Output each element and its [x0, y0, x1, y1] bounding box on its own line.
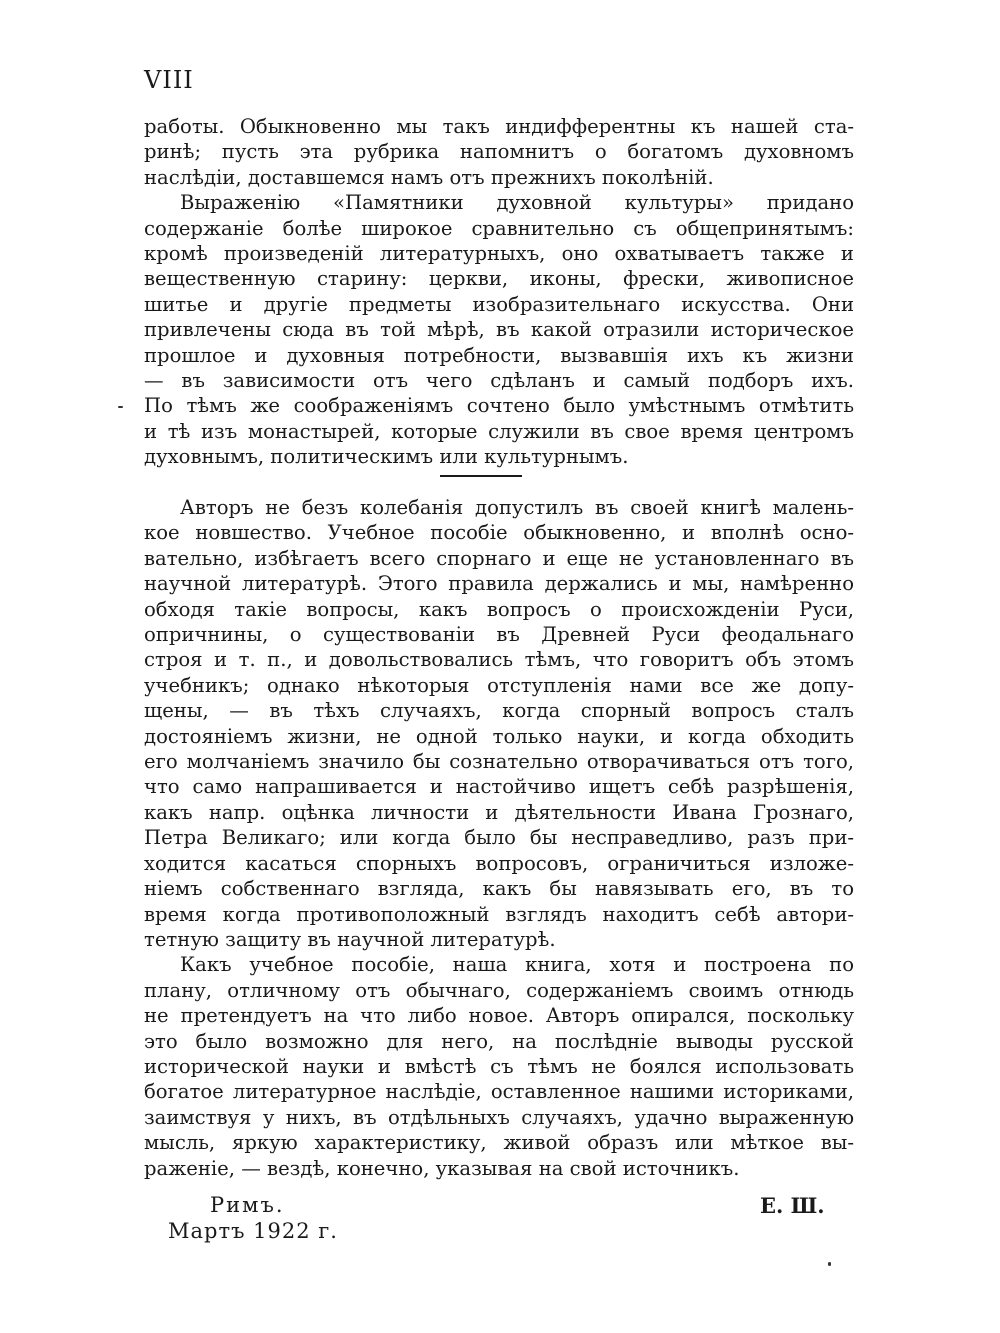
text-line: что само напрашивается и настойчиво ищетъ себѣ разрѣшенія, [144, 775, 854, 799]
text-line: вещественную старину: церкви, иконы, фрески, живописное [144, 267, 854, 291]
text-line: кое новшество. Учебное пособіе обыкновенно, и вполнѣ осно- [144, 521, 854, 545]
text-line: Выраженію «Памятники духовной культуры» придано [180, 191, 854, 215]
text-line: богатое литературное наслѣдіе, оставленное нашими историками, [144, 1080, 854, 1104]
signature-date: Мартъ 1922 г. [168, 1219, 338, 1243]
text-line: опричнины, о существованіи въ Древней Руси феодальнаго [144, 623, 854, 647]
text-line: духовнымъ, политическимъ или культурнымъ. [144, 445, 629, 469]
text-line: работы. Обыкновенно мы такъ индифферентны къ нашей ста- [144, 115, 854, 138]
text-line: наслѣдіи, доставшемся намъ отъ прежнихъ поколѣній. [144, 165, 714, 189]
text-line: ніемъ собственнаго взгляда, какъ бы навязывать его, въ то [144, 877, 854, 901]
print-speck [118, 406, 123, 408]
page-number: VIII [144, 66, 194, 94]
text-line: исторической науки и вмѣстѣ съ тѣмъ не боялся использовать [144, 1054, 854, 1078]
text-line: щены, — въ тѣхъ случаяхъ, когда спорный вопросъ сталъ [144, 699, 854, 723]
text-line: заимствуя у нихъ, въ отдѣльныхъ случаяхъ, удачно выраженную [144, 1105, 854, 1129]
text-line: плану, отличному отъ обычнаго, содержаніемъ своимъ отнюдь [144, 978, 854, 1002]
text-line: вательно, избѣгаетъ всего спорнаго и еще не установленнаго въ [144, 546, 854, 570]
text-line: тетную защиту въ научной литературѣ. [144, 927, 556, 951]
text-line: какъ напр. оцѣнка личности и дѣятельности Ивана Грознаго, [144, 800, 854, 824]
text-line: не претендуетъ на что либо новое. Авторъ опирался, поскольку [144, 1004, 854, 1028]
text-line: Какъ учебное пособіе, наша книга, хотя и построена по [180, 953, 854, 977]
text-line: мысль, яркую характеристику, живой образъ или мѣткое вы- [144, 1131, 854, 1155]
paragraph-block-preface [144, 495, 854, 1181]
section-divider [440, 475, 522, 477]
text-line: строя и т. п., и довольствовались тѣмъ, что говоритъ объ этомъ [144, 648, 854, 672]
text-line: и тѣ изъ монастырей, которые служили въ свое время центромъ [144, 419, 854, 443]
text-line: прошлое и духовныя потребности, вызвавшія ихъ къ жизни [144, 343, 854, 367]
text-line: достояніемъ жизни, не одной только науки, и когда обходить [144, 724, 854, 748]
paragraph-block-intro [144, 114, 854, 470]
text-line: По тѣмъ же соображеніямъ сочтено было умѣстнымъ отмѣтить [144, 394, 854, 418]
text-line: кромѣ произведеній литературныхъ, оно охватываетъ также и [144, 242, 854, 266]
text-line: раженіе, — вездѣ, конечно, указывая на свой источникъ. [144, 1156, 740, 1180]
text-line: обходя такіе вопросы, какъ вопросъ о происхожденіи Руси, [144, 597, 854, 621]
text-line: Петра Великаго; или когда было бы несправедливо, разъ при- [144, 826, 854, 850]
text-line: учебникъ; однако нѣкоторыя отступленія нами все же допу- [144, 673, 854, 697]
text-line: содержаніе болѣе широкое сравнительно съ общепринятымъ: [144, 216, 854, 240]
text-line: его молчаніемъ значило бы сознательно отворачиваться отъ того, [144, 750, 854, 774]
signature-author: Е. Ш. [760, 1193, 825, 1218]
text-line: ринѣ; пусть эта рубрика напомнитъ о богатомъ духовномъ [144, 140, 854, 164]
print-speck [828, 1262, 831, 1266]
text-line: время когда противоположный взглядъ находитъ себѣ автори- [144, 902, 854, 926]
signature-place: Римъ. [210, 1193, 285, 1217]
text-line: это было возможно для него, на послѣдніе выводы русской [144, 1029, 854, 1053]
text-line: шитье и другіе предметы изобразительнаго искусства. Они [144, 292, 854, 316]
text-line: Авторъ не безъ колебанія допустилъ въ своей книгѣ малень- [180, 496, 854, 519]
text-line: — въ зависимости отъ чего сдѣланъ и самый подборъ ихъ. [144, 369, 854, 393]
text-line: ходится касаться спорныхъ вопросовъ, ограничиться изложе- [144, 851, 854, 875]
text-line: научной литературѣ. Этого правила держались и мы, намѣренно [144, 572, 854, 596]
text-line: привлечены сюда въ той мѣрѣ, въ какой отразили историческое [144, 318, 854, 342]
